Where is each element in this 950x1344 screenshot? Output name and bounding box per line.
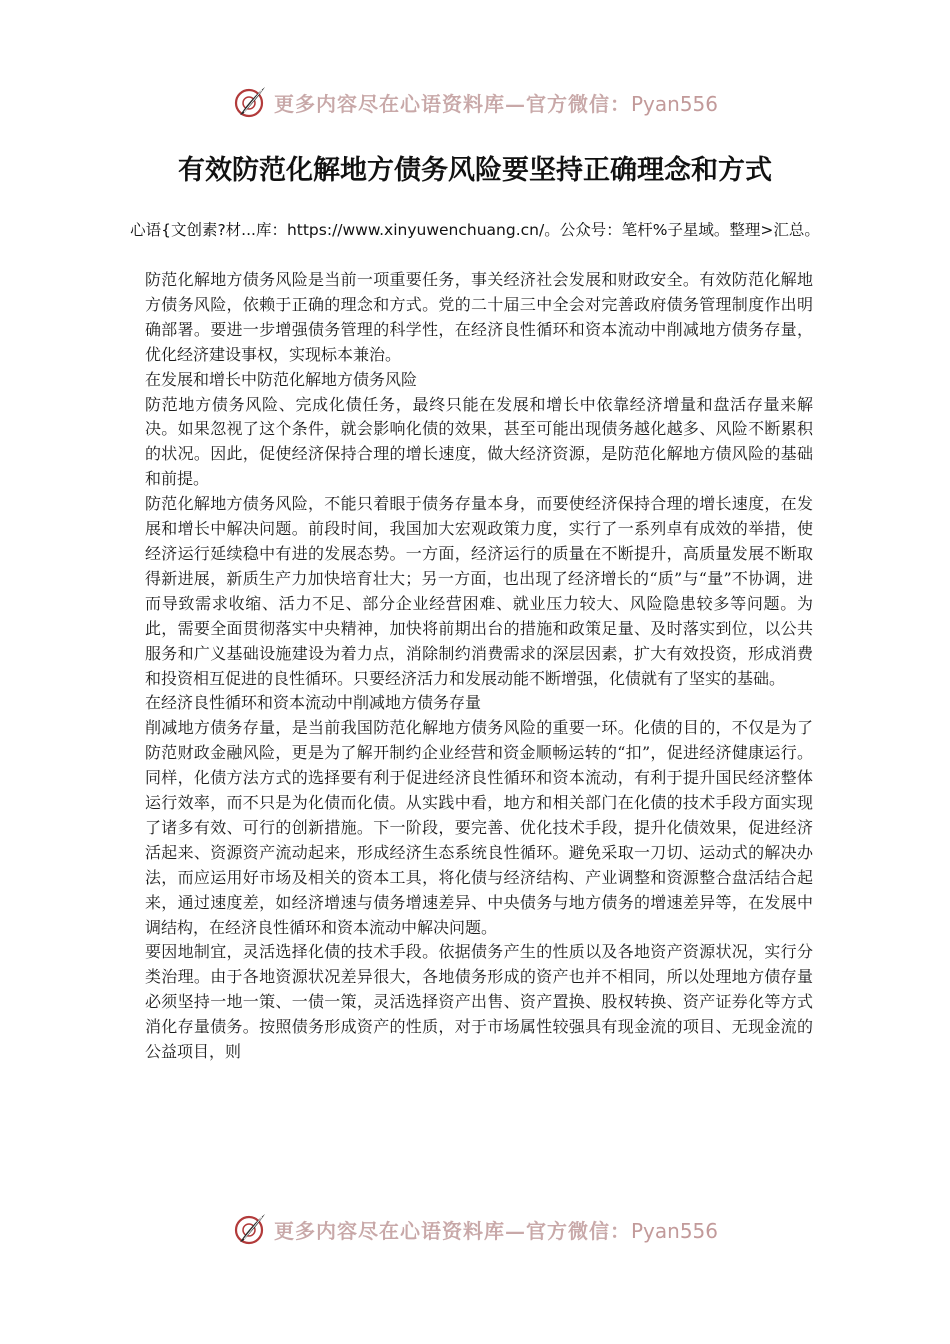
paragraph: 防范地方债务风险、完成化债任务，最终只能在发展和增长中依靠经济增量和盘活存量来解决。如果忽视了这个条件，就会影响化债的效果，甚至可能出现债务越化越多、风险不断累积的状况。因此，促使经济保持合理的增长速度，做大经济资源，是防范化解地方债风险的基础和前提。 bbox=[145, 394, 813, 489]
watermark-banner-top bbox=[0, 80, 950, 124]
section-heading-1: 在发展和增长中防范化解地方债务风险 bbox=[145, 369, 418, 389]
watermark-banner-bottom bbox=[0, 1207, 950, 1251]
watermark-text: 更多内容尽在心语资料库—官方微信：Pyan556 bbox=[273, 91, 718, 116]
watermark-handle: Pyan556 bbox=[630, 91, 718, 116]
section-heading-2: 在经济良性循环和资本流动中削减地方债务存量 bbox=[145, 693, 482, 713]
paragraph: 要因地制宜，灵活选择化债的技术手段。依据债务产生的性质以及各地资产资源状况，实行分类治理。由于各地资源状况差异很大，各地债务形成的资产也并不相同，所以处理地方债存量必须坚持一地一策、一债一策，灵活选择资产出售、资产置换、股权转换、资产证券化等方式消化存量债务。按照债务形成资产的性质，对于市场属性较强具有现金流的项目、无现金流的公益项目，则 bbox=[145, 942, 813, 1062]
page-title: 有效防范化解地方债务风险要坚持正确理念和方式 bbox=[178, 155, 772, 186]
source-line: 心语{文创素?材...库：https://www.xinyuwenchuang.cn/。公众号：笔杆%子星域。整理>汇总。 bbox=[130, 221, 820, 239]
watermark-handle: Pyan556 bbox=[630, 1218, 718, 1243]
article-body bbox=[145, 268, 813, 1065]
paragraph: 削减地方债务存量，是当前我国防范化解地方债务风险的重要一环。化债的目的，不仅是为了防范财政金融风险，更是为了解开制约企业经营和资金顺畅运转的“扣”，促进经济健康运行。同样，化债方法方式的选择要有利于促进经济良性循环和资本流动，有利于提升国民经济整体运行效率，而不只是为化债而化债。从实践中看，地方和相关部门在化债的技术手段方面实现了诸多有效、可行的创新措施。下一阶段，要完善、优化技术手段，提升化债效果，促进经济活起来、资源资产流动起来，形成经济生态系统良性循环。避免采取一刀切、运动式的解决办法，而应运用好市场及相关的资本工具，将化债与经济结构、产业调整和资源整合盘活结合起来，通过速度差，如经济增速与债务增速差异、中央债务与地方债务的增速差异等，在发展中调结构，在经济良性循环和资本流动中解决问题。 bbox=[145, 718, 813, 937]
paragraph: 防范化解地方债务风险，不能只着眼于债务存量本身，而要使经济保持合理的增长速度，在发展和增长中解决问题。前段时间，我国加大宏观政策力度，实行了一系列卓有成效的举措，使经济运行延续稳中有进的发展态势。一方面，经济运行的质量在不断提升，高质量发展不断取得新进展，新质生产力加快培育壮大；另一方面，也出现了经济增长的“质”与“量”不协调，进而导致需求收缩、活力不足、部分企业经营困难、就业压力较大、风险隐患较多等问题。为此，需要全面贯彻落实中央精神，加快将前期出台的措施和政策足量、及时落实到位，以公共服务和广义基础设施建设为着力点，消除制约消费需求的深层因素，扩大有效投资，形成消费和投资相互促进的良性循环。只要经济活力和发展动能不断增强，化债就有了坚实的基础。 bbox=[145, 494, 813, 688]
quill-logo-icon bbox=[232, 84, 268, 120]
paragraph-intro: 防范化解地方债务风险是当前一项重要任务，事关经济社会发展和财政安全。有效防范化解地方债务风险，依赖于正确的理念和方式。党的二十届三中全会对完善政府债务管理制度作出明确部署。要进一步增强债务管理的科学性，在经济良性循环和资本流动中削减地方债务存量，优化经济建设事权，实现标本兼治。 bbox=[145, 270, 813, 364]
watermark-text: 更多内容尽在心语资料库—官方微信：Pyan556 bbox=[273, 1218, 718, 1243]
quill-logo-icon bbox=[232, 1211, 268, 1247]
